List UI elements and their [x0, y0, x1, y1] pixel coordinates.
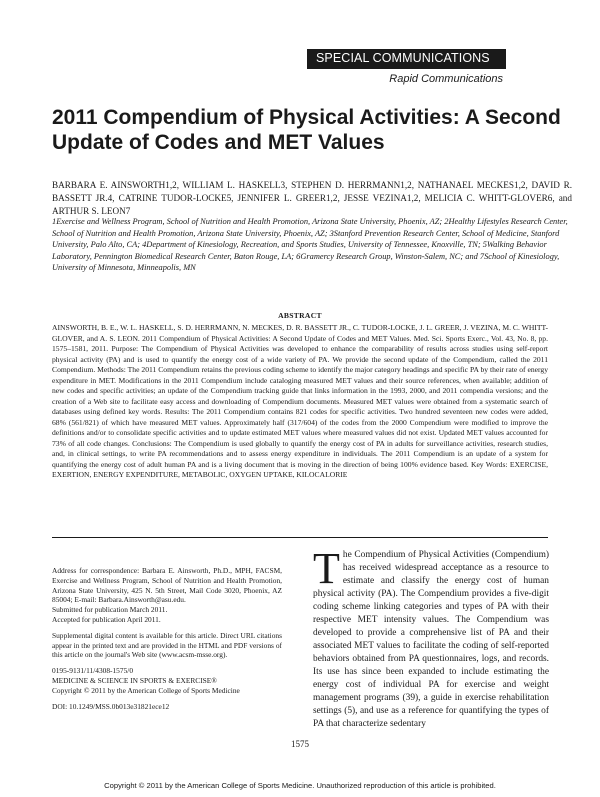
author-list: BARBARA E. AINSWORTH1,2, WILLIAM L. HASKELL3, STEPHEN D. HERRMANN1,2, NATHANAEL MECKES1,2, DAVID R. BASSETT JR.4, CATRINE TUDOR-LOCKE5, JENNIFER L. GREER1,2, JESSE VEZINA1,2, MELICIA C. WHITT-GLOVER6, and ARTHUR S. LEON7: [52, 180, 572, 216]
doi: DOI: 10.1249/MSS.0b013e31821ece12: [52, 701, 170, 711]
intro-text: he Compendium of Physical Activities (Compendium) has received widespread acceptance as a resource to estimate and classify the energy cost of human physical activity (PA). The Compendium provides a five-digit coding scheme linking categories and types of PA with their respective MET intensity values. The Compendium was developed to provide a comprehensive list of PA and their associated MET values to facilitate the coding of self-reported behaviors obtained from PA questionnaires, logs, and records. Its use has since been expanded to include estimating the energy cost of individual PA for exercise and weight management programs (39), a guide in exercise rehabilitation settings (5), and use as a reference for quantifying the types of PA that characterize sedentary: [313, 550, 549, 729]
subsection-label: Rapid Communications: [389, 73, 503, 85]
intro-paragraph: [313, 544, 549, 731]
abstract-heading: ABSTRACT: [278, 311, 322, 320]
supplemental-note: Supplemental digital content is available for this article. Direct URL citations appear in the printed text and are provided in the HTML and PDF versions of this article on the journal's Web site (www.acsm-msse.org).: [52, 630, 282, 660]
section-label: SPECIAL COMMUNICATIONS: [316, 51, 490, 65]
journal-name: MEDICINE & SCIENCE IN SPORTS & EXERCISE®: [52, 675, 217, 685]
article-title: 2011 Compendium of Physical Activities: A Second Update of Codes and MET Values: [52, 106, 561, 154]
journal-copyright: Copyright © 2011 by the American College of Sports Medicine: [52, 685, 240, 695]
drop-cap: T: [313, 544, 340, 593]
section-divider: [52, 537, 548, 538]
accepted-date: Accepted for publication April 2011.: [52, 614, 161, 624]
affiliations: 1Exercise and Wellness Program, School of Nutrition and Health Promotion, Arizona State University, Phoenix, AZ; 2Healthy Lifestyles Research Center, School of Nutrition and Health Promotion, Arizona State University, Phoenix, AZ; 3Stanford Prevention Research Center, School of Medicine, Stanford University, Palo Alto, CA; 4Department of Kinesiology, Recreation, and Sports Studies, University of Tennessee, Knoxville, TN; 5Walking Behavior Laboratory, Pennington Biomedical Research Center, Baton Rouge, LA; 6Gramercy Research Group, Winston-Salem, NC; and 7School of Kinesiology, University of Minnesota, Minneapolis, MN: [52, 217, 568, 272]
front-matter: [52, 566, 282, 711]
correspondence-address: Address for correspondence: Barbara E. Ainsworth, Ph.D., MPH, FACSM, Exercise and Wellness Program, School of Nutrition and Health Promotion, Arizona State University, 425 N. 5th Street, Mail Code 3020, Phoenix, AZ 85004; E-mail: Barbara.Ainsworth@asu.edu.: [52, 566, 282, 605]
submitted-date: Submitted for publication March 2011.: [52, 605, 168, 615]
page-number: 1575: [291, 739, 309, 749]
copyright-notice: Copyright © 2011 by the American College of Sports Medicine. Unauthorized reproduction of this article is prohibited.: [104, 781, 496, 790]
abstract-body: AINSWORTH, B. E., W. L. HASKELL, S. D. HERRMANN, N. MECKES, D. R. BASSETT JR., C. TUDOR-LOCKE, J. L. GREER, J. VEZINA, M. C. WHITT-GLOVER, and A. S. LEON. 2011 Compendium of Physical Activities: A Second Update of Codes and MET Values. Med. Sci. Sports Exerc., Vol. 43, No. 8, pp. 1575–1581, 2011. Purpose: The Compendium of Physical Activities was developed to enhance the comparability of results across studies using self-report physical activity (PA) and is used to quantify the energy cost of a wide variety of PA. We provide the second update of the Compendium, called the 2011 Compendium. Methods: The 2011 Compendium retains the previous coding scheme to identify the major category headings and specific PA by their rate of energy expenditure in MET. Modifications in the 2011 Compendium include cataloging measured MET values and their source references, when available; addition of new codes and specific activities; an update of the Compendium tracking guide that links information in the 1993, 2000, and 2011 compendia versions; and the creation of a Web site to facilitate easy access and downloading of Compendium documents. Measured MET values were obtained from a systematic search of databases using defined key words. Results: The 2011 Compendium contains 821 codes for specific activities. Two hundred seventeen new codes were added, 68% (561/821) of which have measured MET values. Approximately half (317/604) of the codes from the 2000 Compendium were modified to improve the definitions and/or to consolidate specific activities and to update estimated MET values where measured values did not exist. Updated MET values accounted for 73% of all code changes. Conclusions: The Compendium is used globally to quantify the energy cost of PA in adults for surveillance activities, research studies, and, in clinical settings, to write PA recommendations and to assess energy expenditure in individuals. The 2011 Compendium is an update of a system for quantifying the energy cost of adult human PA and is a living document that is moving in the direction of being 100% evidence based. Key Words: EXERCISE, EXERTION, ENERGY EXPENDITURE, METABOLIC, OXYGEN UPTAKE, KILOCALORIE: [52, 323, 548, 479]
issn: 0195-9131/11/4308-1575/0: [52, 666, 134, 676]
